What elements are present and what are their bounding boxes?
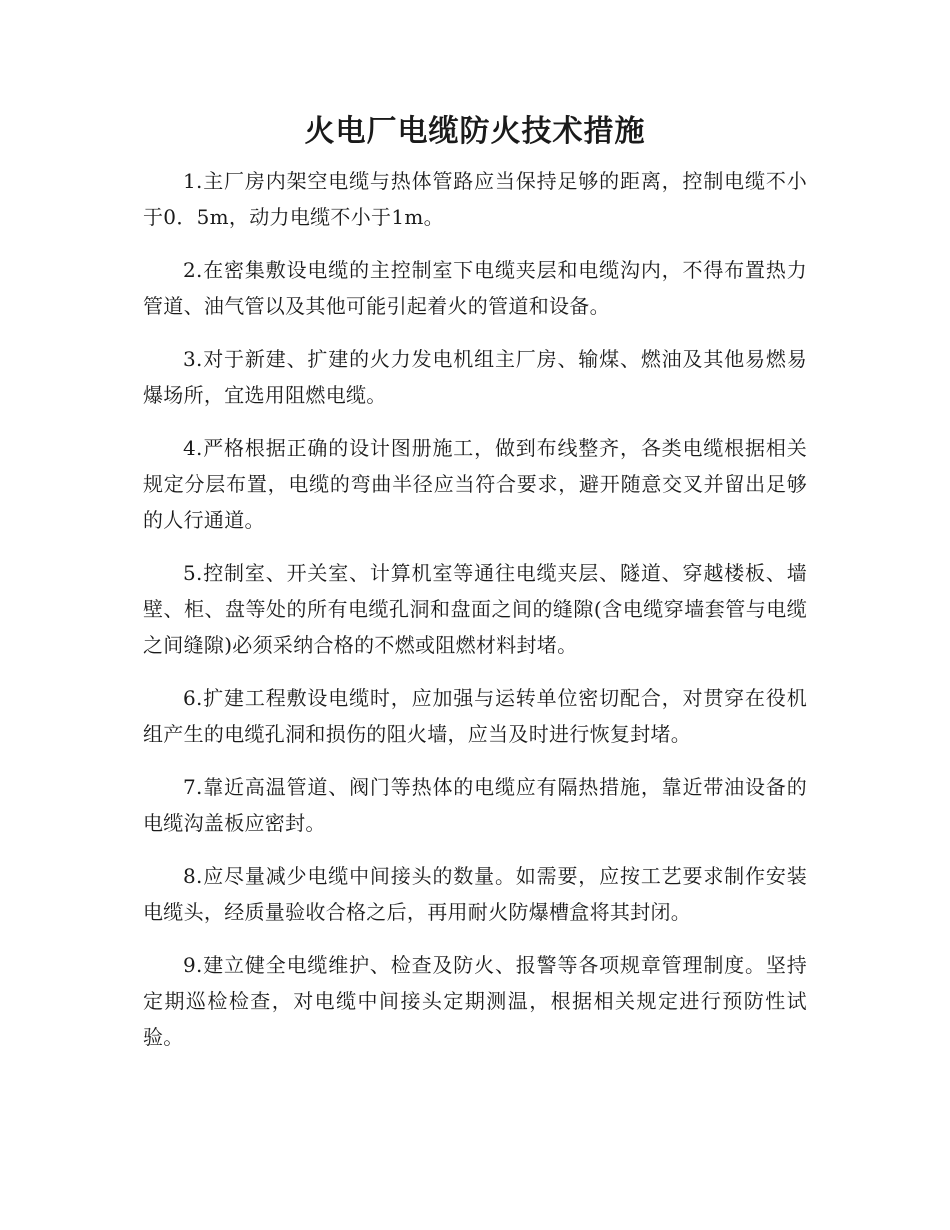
paragraph-1: 1.主厂房内架空电缆与热体管路应当保持足够的距离，控制电缆不小于0．5m，动力电缆不小于1m。 <box>143 169 807 229</box>
paragraph-4: 4.严格根据正确的设计图册施工，做到布线整齐，各类电缆根据相关规定分层布置，电缆的弯曲半径应当符合要求，避开随意交叉并留出足够的人行通道。 <box>143 436 807 532</box>
paragraph-5: 5.控制室、开关室、计算机室等通往电缆夹层、隧道、穿越楼板、墙壁、柜、盘等处的所有电缆孔洞和盘面之间的缝隙(含电缆穿墙套管与电缆之间缝隙)必须采纳合格的不燃或阻燃材料封堵。 <box>143 561 807 657</box>
paragraph-3: 3.对于新建、扩建的火力发电机组主厂房、输煤、燃油及其他易燃易爆场所，宜选用阻燃电缆。 <box>143 347 807 407</box>
document-title: 火电厂电缆防火技术措施 <box>304 114 646 149</box>
paragraph-7: 7.靠近高温管道、阀门等热体的电缆应有隔热措施，靠近带油设备的电缆沟盖板应密封。 <box>143 775 807 835</box>
paragraph-2: 2.在密集敷设电缆的主控制室下电缆夹层和电缆沟内，不得布置热力管道、油气管以及其他可能引起着火的管道和设备。 <box>143 258 807 318</box>
paragraph-9: 9.建立健全电缆维护、检查及防火、报警等各项规章管理制度。坚持定期巡检检查，对电缆中间接头定期测温，根据相关规定进行预防性试验。 <box>143 953 807 1049</box>
paragraph-8: 8.应尽量减少电缆中间接头的数量。如需要，应按工艺要求制作安装电缆头，经质量验收合格之后，再用耐火防爆槽盒将其封闭。 <box>143 864 807 924</box>
document-body <box>143 163 807 1072</box>
paragraph-6: 6.扩建工程敷设电缆时，应加强与运转单位密切配合，对贯穿在役机组产生的电缆孔洞和损伤的阻火墙，应当及时进行恢复封堵。 <box>143 686 807 746</box>
